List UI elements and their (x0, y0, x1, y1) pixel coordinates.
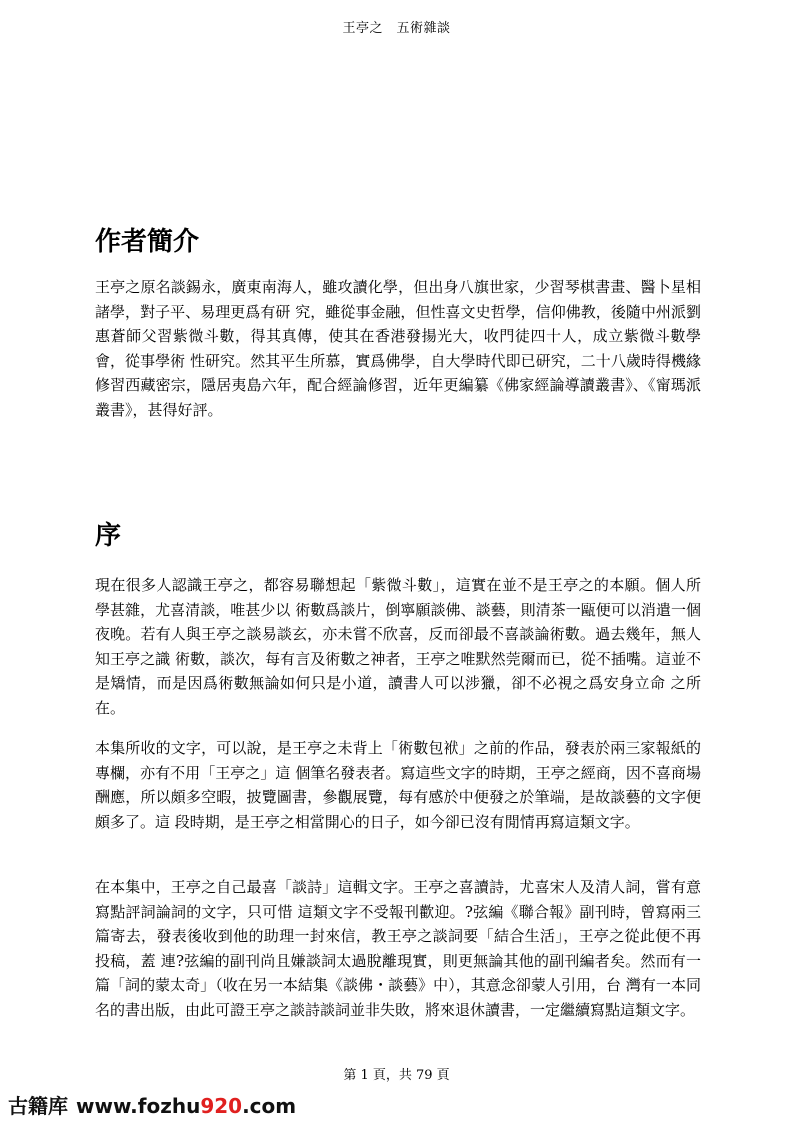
preface-paragraph-1: 現在很多人認識王亭之，都容易聯想起「紫微斗數」，這實在並不是王亭之的本願。個人所學甚雜，尤喜清談，唯甚少以 術數爲談片，倒寧願談佛、談藝，則清茶一甌便可以消遣一個夜晚。若有人與王亭之談易談玄，亦未嘗不欣喜，反而卻最不喜談論術數。過去幾年，無人知王亭之識 術數，談次，每有言及術數之神者，王亭之唯默然莞爾而已，從不插嘴。這並不是矯情，而是因爲術數無論如何只是小道，讀書人可以涉獵，卻不必視之爲安身立命 之所在。 (95, 576, 701, 717)
site-watermark (8, 1090, 296, 1119)
watermark-url-prefix: www.fozhu (76, 1094, 201, 1118)
page-header: 王亭之 五術雜談 (342, 21, 451, 36)
preface-paragraph-3: 在本集中，王亭之自己最喜「談詩」這輯文字。王亭之喜讀詩，尤喜宋人及清人詞，嘗有意寫點評詞論詞的文字，只可惜 這類文字不受報刊歡迎。?弦編《聯合報》副刊時，曾寫兩三篇寄去，發表後收到他的助理一封來信，教王亭之談詞要「結合生活」，王亭之從此便不再投稿，蓋 連?弦編的副刊尚且嫌談詞太過脫離現實，則更無論其他的副刊編者矣。然而有一篇「詞的蒙太奇」（收在另一本結集《談佛・談藝》中），其意念卻蒙人引用，台 灣有一本同名的書出版，由此可證王亭之談詩談詞並非失敗，將來退休讀書，一定繼續寫點這類文字。 (95, 878, 701, 1019)
preface-heading: 序 (95, 521, 122, 551)
author-intro-paragraph: 王亭之原名談錫永，廣東南海人，雖攻讀化學，但出身八旗世家，少習琴棋書畫、醫卜星相諸學，對子平、易理更爲有研 究，雖從事金融，但性喜文史哲學，信仰佛教，後隨中州派劉惠蒼師父習紫微斗數，得其真傳，使其在香港發揚光大，收門徒四十人，成立紫微斗數學會，從事學術 性研究。然其平生所慕，實爲佛學，自大學時代即已研究，二十八歲時得機緣修習西藏密宗，隱居夷島六年，配合經論修習，近年更編纂《佛家經論導讀叢書》、《甯瑪派叢書》，甚得好評。 (95, 278, 701, 419)
watermark-url-number: 920 (200, 1094, 243, 1118)
page-footer: 第 1 頁，共 79 頁 (343, 1068, 450, 1083)
preface-paragraph-2: 本集所收的文字，可以說，是王亭之未背上「術數包袱」之前的作品，發表於兩三家報紙的專欄，亦有不用「王亭之」這 個筆名發表者。寫這些文字的時期，王亭之經商，因不喜商場酬應，所以頗多空暇，披覽圖書，參觀展覽，每有感於中便發之於筆端，是故談藝的文字便頗多了。這 段時期，是王亭之相當開心的日子，如今卻已沒有閒情再寫這類文字。 (95, 739, 701, 831)
watermark-name: 古籍库 (8, 1094, 68, 1118)
author-intro-heading: 作者簡介 (95, 227, 200, 257)
watermark-url-suffix: .com (242, 1094, 297, 1118)
